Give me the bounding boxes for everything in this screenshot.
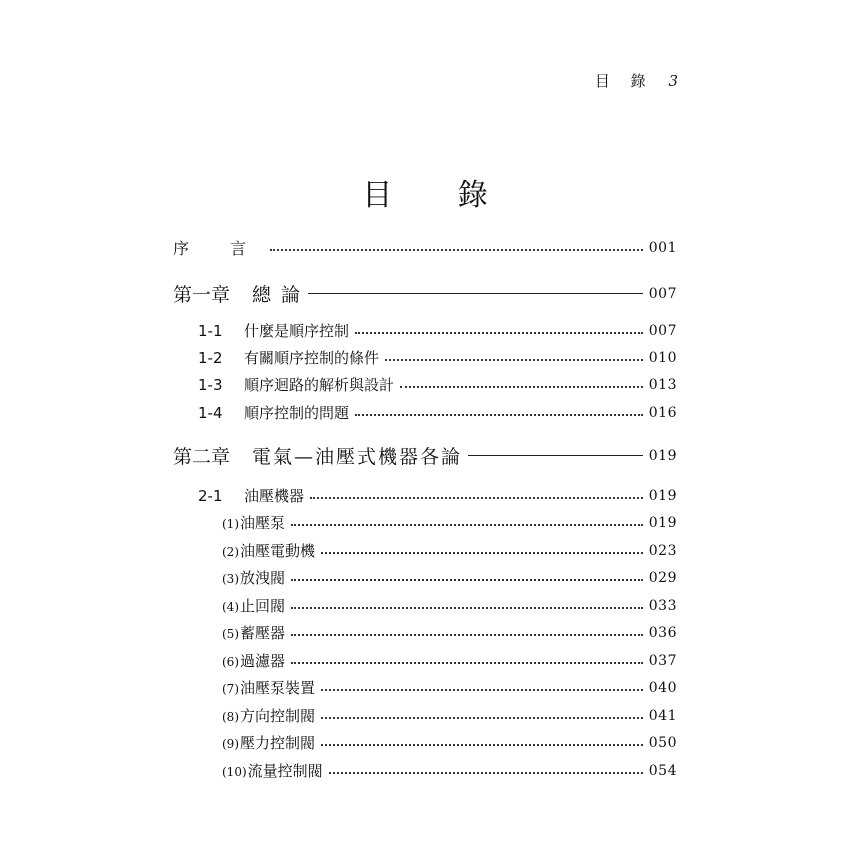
toc-entry-name: 順序迴路的解析與設計 [244,376,395,394]
toc-entry-number: (6) [222,655,239,669]
toc-entry-page: 023 [648,542,677,559]
toc-entry-page: 050 [648,734,677,751]
toc-entry-section [198,347,677,368]
toc-entry-title [222,567,285,588]
dot-leader [310,497,643,499]
line-leader [468,455,643,456]
toc-entry-page: 019 [648,514,677,531]
toc-entry-page: 001 [648,239,677,256]
toc-entry-title [198,402,349,423]
dot-leader [270,249,643,251]
toc-entry-page: 033 [648,597,677,614]
toc-entry-page: 036 [648,624,677,641]
toc-entry-title [198,320,349,341]
toc-entry-name: 流量控制閥 [247,762,323,780]
toc-entry-number: 2-1 [198,487,223,505]
toc-entry-name: 電氣—油壓式機器各論 [252,446,463,468]
toc-entry-sub [222,622,677,643]
toc-entry-name: 壓力控制閥 [240,734,316,752]
toc-entry-name: 總 論 [252,284,303,306]
toc-entry-number: 第一章 [173,284,231,306]
toc-entry-page: 054 [648,762,677,779]
dot-leader [400,386,643,388]
toc-entry-sub [222,705,677,726]
toc-entry-section [198,485,677,506]
toc-entry-page: 019 [648,487,677,504]
toc-entry-name: 什麼是順序控制 [244,322,350,340]
toc-entry-name: 有關順序控制的條件 [244,349,380,367]
dot-leader [329,772,643,774]
toc-entry-name: 止回閥 [240,597,286,615]
toc-entry-number: (10) [222,765,247,779]
toc-entry-name: 油壓電動機 [240,542,316,560]
toc-entry-section [198,374,677,395]
toc-entry-title [222,595,285,616]
toc-entry-name: 放洩閥 [240,569,286,587]
toc-entry-page: 037 [648,652,677,669]
toc-entry-number: 1-3 [198,376,223,394]
toc-entry-title [198,485,304,506]
dot-leader [291,607,643,609]
toc-entry-number: (9) [222,737,239,751]
toc-entry-sub [222,540,677,561]
toc-entry-number: (5) [222,627,239,641]
toc-entry-title: 序 言 [173,239,265,258]
toc-entry-page: 019 [648,447,677,464]
toc-entry-sub [222,567,677,588]
toc-entry-name: 蓄壓器 [240,624,286,642]
dot-leader [321,744,643,746]
toc-entry-sub [222,595,677,616]
toc-entry-number: 1-2 [198,349,223,367]
toc-entry-number: (3) [222,572,239,586]
toc-entry-number: 1-1 [198,322,223,340]
line-leader [308,293,643,294]
toc-entry-page: 029 [648,569,677,586]
toc-entry-name: 過濾器 [240,652,286,670]
toc-entry-title [198,347,379,368]
toc-entry-chapter [173,280,677,307]
toc-entry-sub [222,650,677,671]
dot-leader [355,332,643,334]
toc-entry-title [173,280,302,307]
toc-entry-page: 007 [648,322,677,339]
dot-leader [291,634,643,636]
toc-entry-number: 第二章 [173,446,231,468]
toc-entry-title [198,374,394,395]
toc-entry-number: (8) [222,710,239,724]
toc-entry-title [222,512,285,533]
toc-entry-sub [222,512,677,533]
toc-entry-number: (2) [222,545,239,559]
toc-entry-name: 順序控制的問題 [244,404,350,422]
toc-entry-name: 油壓泵裝置 [240,679,316,697]
toc-entry-page: 040 [648,679,677,696]
toc-entry-title [173,442,462,469]
toc-entry-title [222,540,315,561]
toc-entry-page: 013 [648,376,677,393]
dot-leader [321,717,643,719]
dot-leader [291,524,643,526]
dot-leader [355,414,643,416]
toc-entry-name: 油壓機器 [244,487,305,505]
dot-leader [321,689,643,691]
toc-entry-sub [222,732,677,753]
toc-entry-number: (1) [222,517,239,531]
toc-entry-sub [222,760,677,781]
toc-entry-page: 016 [648,404,677,421]
page-title: 目 錄 [362,178,516,213]
running-head-page-number: 3 [668,72,678,90]
toc-entry-preface [173,236,677,259]
toc-entry-title [222,677,315,698]
toc-entry-name: 方向控制閥 [240,707,316,725]
toc-entry-title [222,650,285,671]
dot-leader [291,579,643,581]
toc-entry-name: 油壓泵 [240,514,286,532]
toc-entry-chapter [173,442,677,469]
toc-entry-title [222,732,315,753]
toc-entry-page: 041 [648,707,677,724]
dot-leader [385,359,643,361]
toc-entry-section [198,402,677,423]
dot-leader [321,552,643,554]
toc-entry-number: 1-4 [198,404,223,422]
toc-entry-title [222,705,315,726]
toc-entry-section [198,320,677,341]
toc-entry-title [222,622,285,643]
toc-entry-number: (7) [222,682,239,696]
toc-entry-number: (4) [222,600,239,614]
toc-entry-page: 010 [648,349,677,366]
toc-entry-page: 007 [648,285,677,302]
toc-entry-sub [222,677,677,698]
dot-leader [291,662,643,664]
toc-entry-title [222,760,323,781]
running-head-text: 目 錄 [594,72,654,90]
